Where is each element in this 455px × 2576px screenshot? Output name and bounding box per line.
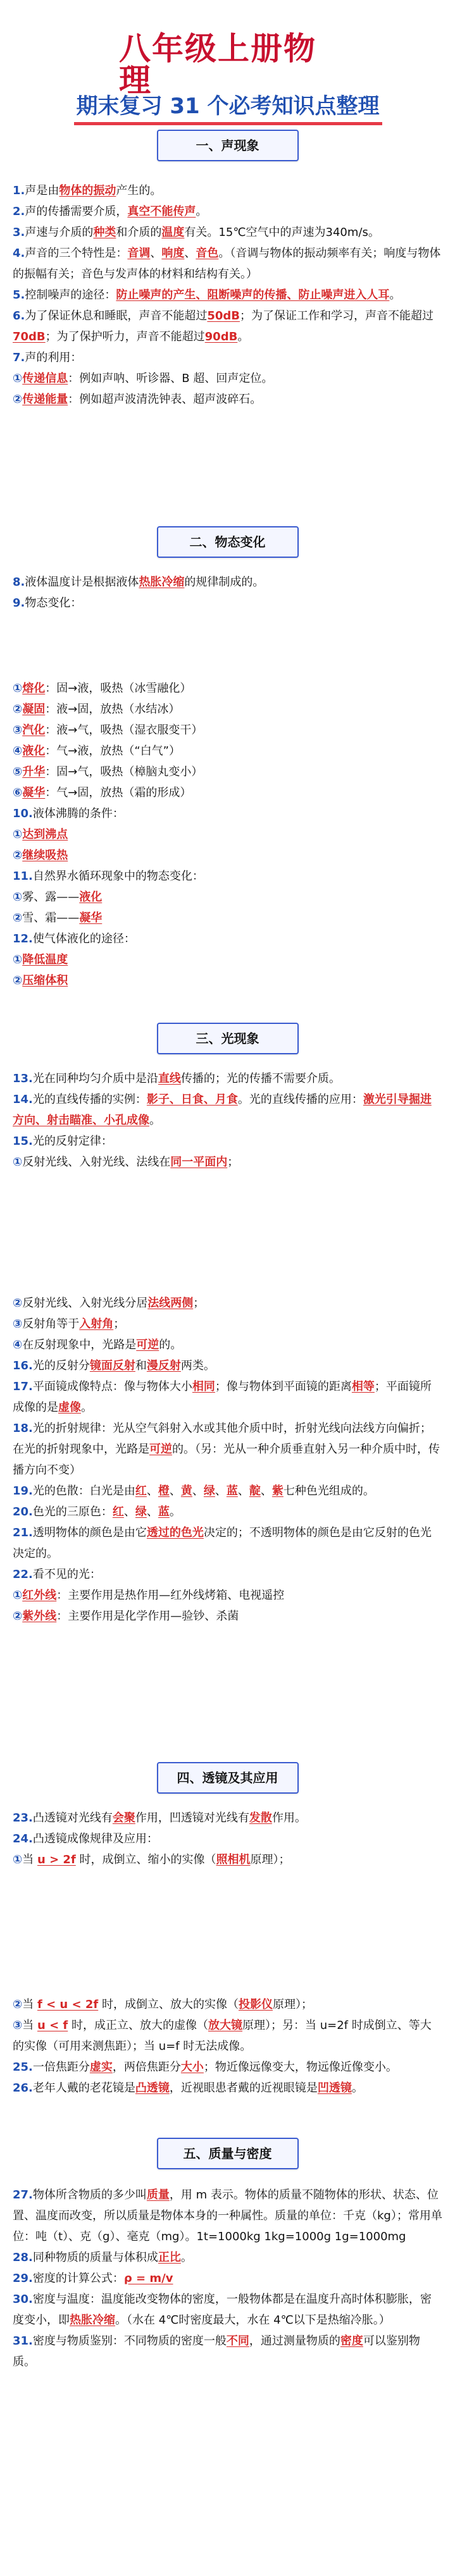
knowledge-item <box>13 761 442 782</box>
sub-item-marker: ② <box>13 703 23 716</box>
item-number: 20. <box>13 1505 33 1519</box>
figure-space <box>13 613 442 678</box>
item-number: 30. <box>13 2293 33 2306</box>
item-number: 24. <box>13 1832 33 1846</box>
sub-item-marker: ① <box>13 372 23 385</box>
sub-item-marker: ② <box>13 393 23 406</box>
item-text: 同种物质的质量与体积成 <box>32 2251 158 2264</box>
item-text: 密度的计算公式： <box>32 2272 124 2285</box>
section-header: 四、透镜及其应用 <box>157 1762 299 1794</box>
item-text: 。 <box>180 2251 192 2264</box>
item-text: 声速与介质的 <box>25 226 94 239</box>
key-term: 50dB <box>207 309 240 323</box>
item-number: 11. <box>13 870 33 883</box>
key-term: 靛 <box>249 1484 261 1498</box>
key-term: 透过的色光 <box>146 1526 204 1539</box>
item-text: 当 <box>22 2019 37 2032</box>
key-term: 继续吸热 <box>22 849 68 862</box>
key-term: 种类 <box>93 226 116 239</box>
key-term: 投影仪 <box>238 1998 273 2011</box>
item-text: 和 <box>135 1359 147 1372</box>
knowledge-item <box>13 180 442 201</box>
item-text: 雪、霜—— <box>22 911 80 925</box>
key-term: 防止噪声的产生、阻断噪声的传播、防止噪声进入人耳 <box>116 288 390 302</box>
item-text: ：例如声呐、听诊器、B 超、回声定位。 <box>68 372 273 385</box>
item-number: 29. <box>13 2272 33 2285</box>
knowledge-item <box>13 285 442 305</box>
item-text: 、 <box>260 1484 272 1498</box>
item-text: 、 <box>237 1484 249 1498</box>
section-header: 一、声现象 <box>157 130 299 161</box>
key-term: 激光引导掘进方向、射击瞄准、小孔成像 <box>13 1093 432 1127</box>
key-term: 蓝 <box>158 1505 170 1519</box>
knowledge-item <box>13 1068 442 1089</box>
item-text: 声的利用： <box>25 351 82 364</box>
item-number: 6. <box>13 309 25 323</box>
key-term: 黄 <box>180 1484 192 1498</box>
key-term: 会聚 <box>112 1811 135 1825</box>
sub-item-marker: ② <box>13 849 23 862</box>
item-number: 9. <box>13 596 25 610</box>
item-text: 凸透镜成像规律及应用： <box>32 1832 158 1846</box>
item-text: 。光的直线传播的应用： <box>237 1093 363 1106</box>
key-term: 蓝 <box>226 1484 238 1498</box>
item-text: 、 <box>146 1505 158 1519</box>
item-text: 原理）；另：当 u=2f 时成倒立、等大的实像（可用来测焦距）；当 u=f 时无法成像。 <box>13 2019 432 2053</box>
knowledge-item <box>13 845 442 866</box>
item-text: 。 <box>196 205 208 218</box>
item-text: ：气→固，放热（霜的形成） <box>45 786 192 799</box>
item-text: 和介质的 <box>116 226 162 239</box>
section-mass-density <box>13 2138 442 2372</box>
item-number: 7. <box>13 351 25 364</box>
key-term: 真空不能传声 <box>127 205 196 218</box>
item-text: 决定的；不透明物体的颜色是由它反射的色光决定的。 <box>13 1526 432 1560</box>
knowledge-item <box>13 2078 442 2098</box>
item-number: 18. <box>13 1422 33 1435</box>
item-text: 光的色散：白光是由 <box>32 1484 135 1498</box>
sub-item-marker: ③ <box>13 1317 23 1331</box>
item-text: 光在同种均匀介质中是沿 <box>32 1072 158 1085</box>
knowledge-item <box>13 2185 442 2247</box>
key-term: 热胀冷缩 <box>139 576 185 589</box>
item-text: 控制噪声的途径： <box>25 288 116 302</box>
item-text: 作用，凹透镜对光线有 <box>135 1811 249 1825</box>
item-text: 反射角等于 <box>22 1317 80 1331</box>
knowledge-item <box>13 2331 442 2372</box>
item-text: 、 <box>215 1484 227 1498</box>
item-number: 10. <box>13 807 33 820</box>
item-text: 。 <box>237 330 249 343</box>
item-text: 物体所含物质的多少叫 <box>32 2188 147 2202</box>
item-text: 的。 <box>159 1338 182 1352</box>
item-text: 凸透镜对光线有 <box>32 1811 113 1825</box>
key-term: 响度 <box>161 247 185 260</box>
item-text: 声的传播需要介质， <box>25 205 128 218</box>
item-text: 。 <box>389 288 401 302</box>
item-text: ，用 m 表示。物体的质量不随物体的形状、状态、位置、温度而改变，所以质量是物体本身的一种属性。质量的单位：千克（kg）；常用单位：吨（t）、克（g）、毫克（mg）。1t=1000kg 1kg=1000g 1g=1000mg <box>13 2188 442 2243</box>
item-text: 使气体液化的途径： <box>32 932 135 946</box>
item-text: 物态变化： <box>25 596 82 610</box>
item-text: 光的折射规律：光从空气斜射入水或其他介质中时，折射光线向法线方向偏折；在光的折射现象中，光路是 <box>13 1422 432 1456</box>
knowledge-item <box>13 1994 442 2015</box>
item-text: 色光的三原色： <box>32 1505 113 1519</box>
item-number: 22. <box>13 1568 33 1581</box>
sub-item-marker: ① <box>13 1589 23 1602</box>
item-number: 27. <box>13 2188 33 2202</box>
item-text: 当 <box>22 1853 37 1866</box>
item-text: ，通过测量物质的 <box>249 2334 340 2348</box>
key-term: 传递信息 <box>22 372 68 385</box>
key-term: 橙 <box>158 1484 170 1498</box>
item-number: 21. <box>13 1526 33 1539</box>
knowledge-item <box>13 1152 442 1173</box>
knowledge-item <box>13 243 442 285</box>
knowledge-item <box>13 782 442 803</box>
knowledge-item <box>13 1314 442 1334</box>
key-term: 大小 <box>180 2061 204 2074</box>
section-state-change <box>13 526 442 991</box>
item-number: 12. <box>13 932 33 946</box>
item-text: 。（水在 4℃时密度最大，水在 4℃以下是热缩冷胀。） <box>115 2314 390 2327</box>
sub-item-marker: ② <box>13 974 23 987</box>
item-text: ：固→液，吸热（冰雪融化） <box>45 682 192 695</box>
knowledge-item <box>13 720 442 741</box>
knowledge-item <box>13 572 442 593</box>
key-term: 达到沸点 <box>22 828 68 841</box>
knowledge-item <box>13 1131 442 1152</box>
item-number: 28. <box>13 2251 33 2264</box>
knowledge-item <box>13 1355 442 1376</box>
item-text: 密度与温度：温度能改变物体的密度，一般物体都是在温度升高时体积膨胀，密度变小，即 <box>13 2293 432 2327</box>
item-text: 、 <box>184 247 196 260</box>
item-text: 传播的；光的传播不需要介质。 <box>180 1072 340 1085</box>
item-text: ；为了保证工作和学习，声音不能超过 <box>240 309 434 323</box>
key-term: 绿 <box>135 1505 147 1519</box>
key-term: 漫反射 <box>146 1359 181 1372</box>
item-text: ； <box>193 1297 205 1310</box>
sub-item-marker: ④ <box>13 1338 23 1352</box>
sub-item-marker: ⑤ <box>13 765 23 779</box>
item-text: 一倍焦距分 <box>32 2061 90 2074</box>
key-term: 液化 <box>79 891 103 904</box>
knowledge-item <box>13 949 442 970</box>
key-term: 入射角 <box>79 1317 114 1331</box>
item-text: ：主要作用是热作用—红外线烤箱、电视遥控 <box>56 1589 285 1602</box>
item-number: 31. <box>13 2334 33 2348</box>
key-term: 90dB <box>204 330 238 343</box>
item-text: 声是由 <box>25 184 59 197</box>
section-light <box>13 1023 442 1627</box>
item-text: 原理）； <box>272 1998 313 2011</box>
item-text: 液体沸腾的条件： <box>32 807 124 820</box>
item-number: 3. <box>13 226 25 239</box>
item-text: 、 <box>146 1484 158 1498</box>
key-term: 相同 <box>192 1380 215 1393</box>
item-number: 25. <box>13 2061 33 2074</box>
section-header: 三、光现象 <box>157 1023 299 1054</box>
knowledge-item <box>13 1808 442 1828</box>
item-text: ：液→气，吸热（湿衣服变干） <box>45 724 203 737</box>
key-term: 可逆 <box>149 1443 172 1456</box>
sub-item-marker: ① <box>13 682 23 695</box>
item-text: 的。（另：光从一种介质垂直射入另一种介质中时，传播方向不变） <box>13 1443 440 1477</box>
key-term: 物体的振动 <box>59 184 116 197</box>
key-term: 质量 <box>146 2188 170 2202</box>
item-text: 、 <box>150 247 162 260</box>
item-text: 当 <box>22 1998 37 2011</box>
key-term: 凝华 <box>22 786 46 799</box>
item-number: 1. <box>13 184 25 197</box>
key-term: 红 <box>112 1505 124 1519</box>
item-text: 反射光线、入射光线、法线在 <box>22 1156 171 1169</box>
key-term: 照相机 <box>216 1853 251 1866</box>
section-lens <box>13 1762 442 2098</box>
title-box <box>119 30 336 99</box>
item-number: 16. <box>13 1359 33 1372</box>
key-term: 不同 <box>226 2334 249 2348</box>
sub-item-marker: ② <box>13 1998 23 2011</box>
item-number: 15. <box>13 1135 33 1148</box>
key-term: 凸透镜 <box>135 2081 170 2095</box>
sub-item-marker: ① <box>13 891 23 904</box>
knowledge-item <box>13 222 442 243</box>
sub-item-marker: ② <box>13 1297 23 1310</box>
knowledge-item <box>13 970 442 991</box>
key-term: ρ = m/v <box>123 2272 173 2285</box>
item-text: 自然界水循环现象中的物态变化： <box>32 870 204 883</box>
item-text: 、 <box>169 1484 181 1498</box>
sub-item-marker: ① <box>13 1156 23 1169</box>
item-text: 产生的。 <box>116 184 162 197</box>
item-number: 13. <box>13 1072 33 1085</box>
knowledge-item <box>13 1606 442 1627</box>
item-text: 为了保证休息和睡眠，声音不能超过 <box>25 309 208 323</box>
item-text: ； <box>227 1156 239 1169</box>
knowledge-item <box>13 1849 442 1870</box>
knowledge-item <box>13 1481 442 1501</box>
item-text: 。 <box>149 1114 161 1127</box>
key-term: 绿 <box>203 1484 215 1498</box>
item-text: ； <box>113 1317 125 1331</box>
key-term: 凝固 <box>22 703 46 716</box>
key-term: 紫 <box>271 1484 284 1498</box>
item-text: ：固→气，吸热（樟脑丸变小） <box>45 765 203 779</box>
knowledge-item <box>13 2057 442 2078</box>
knowledge-item <box>13 699 442 720</box>
sub-item-marker: ① <box>13 953 23 966</box>
key-term: 压缩体积 <box>22 974 68 987</box>
subtitle-box <box>38 95 418 125</box>
knowledge-item <box>13 1293 442 1314</box>
item-number: 8. <box>13 576 25 589</box>
knowledge-item <box>13 908 442 928</box>
knowledge-item <box>13 1585 442 1606</box>
figure-space <box>13 1173 442 1293</box>
sub-item-marker: ② <box>13 1610 23 1623</box>
key-term: f < u < 2f <box>37 1998 99 2011</box>
section-sound <box>13 130 442 410</box>
key-term: 同一平面内 <box>170 1156 228 1169</box>
item-number: 17. <box>13 1380 33 1393</box>
knowledge-item <box>13 1522 442 1564</box>
knowledge-item <box>13 803 442 824</box>
figure-space <box>13 1870 442 1994</box>
item-text: ：例如超声波清洗钟表、超声波碎石。 <box>68 393 262 406</box>
item-text: 、 <box>123 1505 135 1519</box>
item-number: 19. <box>13 1484 33 1498</box>
key-term: 70dB <box>13 330 46 343</box>
knowledge-item <box>13 1334 442 1355</box>
knowledge-item <box>13 824 442 845</box>
item-text: ：主要作用是化学作用—验钞、杀菌 <box>56 1610 239 1623</box>
key-term: 虚实 <box>89 2061 113 2074</box>
knowledge-item <box>13 1828 442 1849</box>
item-text: 。 <box>81 1401 92 1414</box>
item-text: ；平面镜所成像的是 <box>13 1380 432 1414</box>
sub-item-marker: ③ <box>13 2019 23 2032</box>
sub-item-marker: ③ <box>13 724 23 737</box>
item-text: ：气→液，放热（“白气”） <box>45 744 180 758</box>
item-text: 声音的三个特性是： <box>25 247 128 260</box>
item-text: 可以鉴别物质。 <box>13 2334 420 2369</box>
knowledge-item <box>13 1418 442 1481</box>
knowledge-item <box>13 389 442 410</box>
item-text: 在反射现象中，光路是 <box>22 1338 137 1352</box>
item-text: 光的反射定律： <box>32 1135 113 1148</box>
knowledge-item <box>13 2268 442 2289</box>
knowledge-item <box>13 1564 442 1585</box>
item-text: ；物近像远像变大，物远像近像变小。 <box>203 2061 397 2074</box>
item-number: 2. <box>13 205 25 218</box>
knowledge-item <box>13 368 442 389</box>
item-text: 两类。 <box>180 1359 215 1372</box>
page-subtitle: 期末复习 31 个必考知识点整理 <box>74 95 382 125</box>
key-term: 放大镜 <box>208 2019 242 2032</box>
item-text: 反射光线、入射光线分居 <box>22 1297 148 1310</box>
key-term: 影子、日食、月食 <box>146 1093 238 1106</box>
item-text: 平面镜成像特点：像与物体大小 <box>32 1380 192 1393</box>
section-header: 二、物态变化 <box>157 526 299 558</box>
key-term: 正比 <box>158 2251 181 2264</box>
sub-item-marker: ② <box>13 911 23 925</box>
key-term: 音色 <box>196 247 219 260</box>
key-term: 镜面反射 <box>89 1359 135 1372</box>
page-title: 八年级上册物理 <box>119 30 316 99</box>
item-number: 26. <box>13 2081 33 2095</box>
key-term: 相等 <box>351 1380 375 1393</box>
sub-item-marker: ① <box>13 828 23 841</box>
key-term: 升华 <box>22 765 46 779</box>
knowledge-item <box>13 678 442 699</box>
key-term: u > 2f <box>37 1853 76 1866</box>
key-term: 直线 <box>158 1072 181 1085</box>
item-text: ：液→固，放热（水结冰） <box>45 703 180 716</box>
item-text: ，近视眼患者戴的近视眼镜是 <box>169 2081 318 2095</box>
knowledge-item <box>13 741 442 761</box>
key-term: 红外线 <box>22 1589 57 1602</box>
item-text: 透明物体的颜色是由它 <box>32 1526 147 1539</box>
key-term: 液化 <box>22 744 46 758</box>
item-text: 七种色光组成的。 <box>283 1484 375 1498</box>
item-text: 作用。 <box>271 1811 306 1825</box>
sub-item-marker: ⑥ <box>13 786 23 799</box>
item-text: 时，成倒立、放大的实像（ <box>98 1998 239 2011</box>
item-text: 有关。15℃空气中的声速为340m/s。 <box>184 226 380 239</box>
item-text: 。 <box>169 1505 181 1519</box>
item-text: ；像与物体到平面镜的距离 <box>215 1380 352 1393</box>
item-text: 雾、露—— <box>22 891 80 904</box>
key-term: 法线两侧 <box>147 1297 194 1310</box>
key-term: 音调 <box>127 247 151 260</box>
item-text: ；为了保护听力，声音不能超过 <box>45 330 205 343</box>
key-term: 紫外线 <box>22 1610 57 1623</box>
key-term: 发散 <box>249 1811 272 1825</box>
knowledge-item <box>13 928 442 949</box>
item-text: ，两倍焦距分 <box>112 2061 181 2074</box>
key-term: 红 <box>135 1484 147 1498</box>
knowledge-item <box>13 2247 442 2268</box>
knowledge-item <box>13 347 442 368</box>
item-number: 23. <box>13 1811 33 1825</box>
item-number: 5. <box>13 288 25 302</box>
key-term: 可逆 <box>136 1338 159 1352</box>
item-text: 时，成正立、放大的虚像（ <box>68 2019 208 2032</box>
item-text: 液体温度计是根据液体 <box>25 576 139 589</box>
item-text: 原理）； <box>250 1853 290 1866</box>
item-text: 。 <box>351 2081 363 2095</box>
key-term: 传递能量 <box>22 393 68 406</box>
key-term: 虚像 <box>58 1401 81 1414</box>
knowledge-item <box>13 1089 442 1131</box>
key-term: 凝华 <box>79 911 103 925</box>
key-term: 熔化 <box>22 682 46 695</box>
item-text: 时，成倒立、缩小的实像（ <box>75 1853 216 1866</box>
item-text: 密度与物质鉴别：不同物质的密度一般 <box>32 2334 227 2348</box>
item-text: 、 <box>192 1484 204 1498</box>
item-text: 光的直线传播的实例： <box>32 1093 147 1106</box>
item-number: 4. <box>13 247 25 260</box>
key-term: 凹透镜 <box>317 2081 352 2095</box>
knowledge-item <box>13 2015 442 2057</box>
sub-item-marker: ④ <box>13 744 23 758</box>
knowledge-item <box>13 305 442 347</box>
knowledge-item <box>13 593 442 613</box>
knowledge-item <box>13 887 442 908</box>
knowledge-item <box>13 201 442 222</box>
item-number: 14. <box>13 1093 33 1106</box>
item-text: 看不见的光： <box>32 1568 101 1581</box>
key-term: 热胀冷缩 <box>70 2314 115 2327</box>
item-text: 光的反射分 <box>32 1359 90 1372</box>
item-text: 。（音调与物体的振动频率有关；响度与物体的振幅有关；音色与发声体的材料和结构有关。） <box>13 247 441 281</box>
key-term: 温度 <box>161 226 185 239</box>
knowledge-item <box>13 2289 442 2331</box>
knowledge-item <box>13 866 442 887</box>
key-term: 降低温度 <box>22 953 68 966</box>
item-text: 的规律制成的。 <box>184 576 265 589</box>
item-text: 老年人戴的老花镜是 <box>32 2081 135 2095</box>
knowledge-item <box>13 1376 442 1418</box>
key-term: 密度 <box>340 2334 363 2348</box>
knowledge-item <box>13 1501 442 1522</box>
key-term: u < f <box>37 2019 68 2032</box>
section-header: 五、质量与密度 <box>157 2138 299 2169</box>
sub-item-marker: ① <box>13 1853 23 1866</box>
key-term: 汽化 <box>22 724 46 737</box>
